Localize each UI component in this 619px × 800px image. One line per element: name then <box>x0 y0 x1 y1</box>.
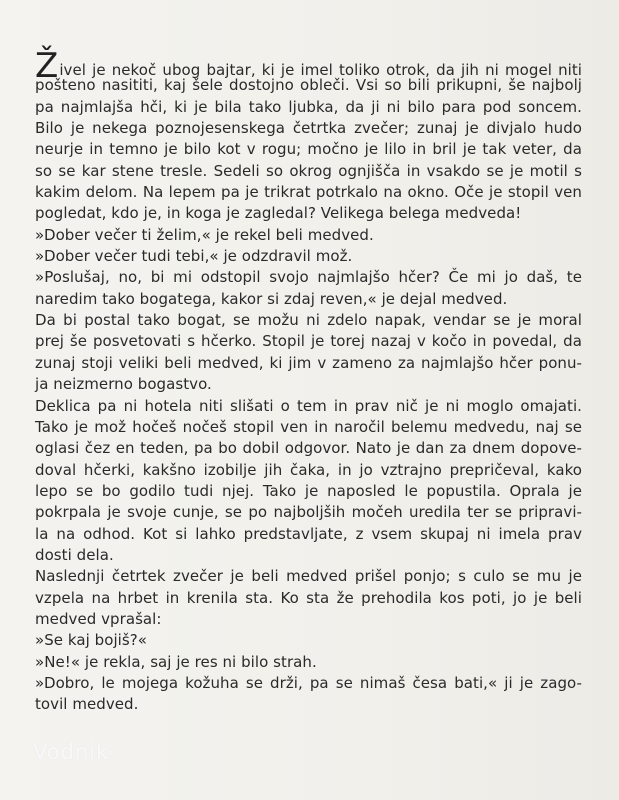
watermark: Vodnik <box>33 740 110 764</box>
text-line: dosti dela. <box>35 545 114 564</box>
text-line: »Se kaj bojiš?« <box>35 631 147 650</box>
text-line: Bilo je nekega poznojesenskega četrtka zvečer; zunaj je divjalo hudo <box>35 119 582 138</box>
text-line: kakim delom. Na lepem pa je trikrat potrkalo na okno. Oče je stopil ven <box>35 183 582 202</box>
text-line: prej še posvetovati s hčerko. Stopil je torej nazaj v kočo in povedal, da <box>35 332 582 351</box>
text-line: Deklica pa ni hotela niti slišati o tem in prav nič je ni moglo omajati. <box>35 396 582 415</box>
text-line: pošteno nasititi, kaj šele dostojno obleči. Vsi so bili prikupni, še najbolj <box>35 76 582 95</box>
text-line: neurje in temno je bilo kot v rogu; močno je lilo in bril je tak veter, da <box>35 140 582 159</box>
first-line-text: ivel je nekoč ubog bajtar, ki je imel toliko otrok, da jih ni mogel niti <box>59 61 582 79</box>
text-line: pogledat, kdo je, in koga je zagledal? Velikega belega medveda! <box>35 204 522 223</box>
paragraph-lines <box>35 75 582 715</box>
text-line: Tako je mož hočeš nočeš stopil ven in naročil belemu medvedu, naj se <box>35 417 582 436</box>
text-line: Da bi postal tako bogat, se možu ni zdelo napak, vendar se je moral <box>35 311 582 330</box>
text-line: so se kar stene tresle. Sedeli so okrog ognjišča in vsakdo se je motil s <box>35 161 582 180</box>
text-line: »Ne!« je rekla, saj je res ni bilo strah. <box>35 652 317 671</box>
text-line: ja neizmerno bogastvo. <box>35 375 212 394</box>
text-line: tovil medved. <box>35 695 139 714</box>
text-line: lepo se bo godilo tudi njej. Tako je naposled le popustila. Oprala je <box>35 481 582 500</box>
text-line: »Dober večer ti želim,« je rekel beli medved. <box>35 225 374 244</box>
text-line: zunaj stoji veliki beli medved, ki jim v zameno za najmlajšo hčer ponu- <box>35 353 582 372</box>
text-line: doval hčerki, kakšno izobilje jih čaka, in jo vztrajno prepričeval, kako <box>35 460 582 479</box>
text-line: medved vprašal: <box>35 609 162 628</box>
text-line: »Poslušaj, no, bi mi odstopil svojo najmlajšo hčer? Če mi jo daš, te <box>35 268 582 287</box>
text-line: pa najmlajša hči, ki je bila tako ljubka, da ji ni bilo para pod soncem. <box>35 97 582 116</box>
text-line: la na odhod. Kot si lahko predstavljate, z vsem skupaj ni imela prav <box>35 524 582 543</box>
text-line: vzpela na hrbet in krenila sta. Ko sta že prehodila kos poti, jo je beli <box>35 588 582 607</box>
text-line: naredim tako bogatega, kakor si zdaj reven,« je dejal medved. <box>35 289 508 308</box>
text-line: »Dobro, le mojega kožuha se drži, pa se nimaš česa bati,« ji je zago- <box>35 673 582 692</box>
text-line: »Dober večer tudi tebi,« je odzdravil mož. <box>35 247 353 266</box>
drop-cap: Ž <box>35 46 59 86</box>
text-line: oglasi čez en teden, pa bo dobil odgovor. Nato je dan za dnem dopove- <box>35 439 582 458</box>
story-text <box>35 46 582 716</box>
text-line: Naslednji četrtek zvečer je beli medved prišel ponjo; s culo se mu je <box>35 567 582 586</box>
text-line: pokrpala je svoje cunje, se po najboljših močeh uredila ter se pripravi- <box>35 503 582 522</box>
